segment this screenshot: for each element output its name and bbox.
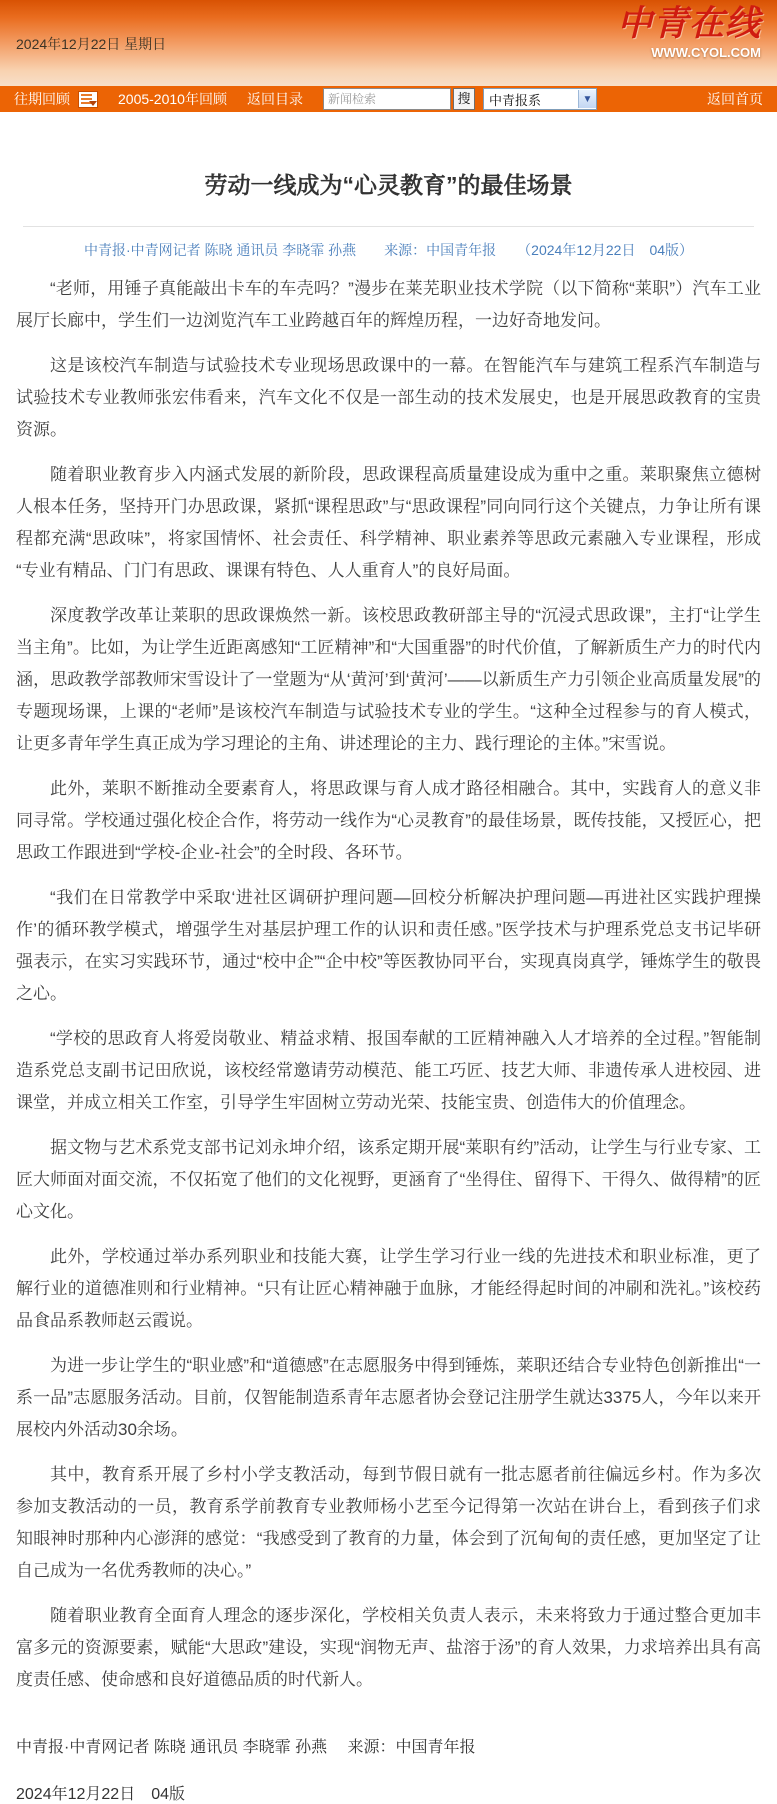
article-paragraph: 据文物与艺术系党支部书记刘永坤介绍，该系定期开展“莱职有约”活动，让学生与行业专家、工匠大师面对面交流，不仅拓宽了他们的文化视野，更涵育了“坐得住、留得下、干得久、做得精”的匠心文化。 [16, 1138, 761, 1221]
search-button[interactable]: 搜 [453, 88, 475, 110]
footer-byline: 中青报·中青网记者 陈晓 通讯员 李晓霏 孙燕 来源：中国青年报 [16, 1739, 476, 1756]
article-byline: 中青报·中青网记者 陈晓 通讯员 李晓霏 孙燕 来源：中国青年报 （2024年12月22日 04版） [83, 242, 694, 258]
site-url: WWW.CYOL.COM [651, 45, 761, 60]
article-paragraph: 随着职业教育全面育人理念的逐步深化，学校相关负责人表示，未来将致力于通过整合更加丰富多元的资源要素，赋能“大思政”建设，实现“润物无声、盐溶于汤”的育人效果，力求培养出具有高度责任感、使命感和良好道德品质的时代新人。 [16, 1606, 761, 1689]
nav-back-toc-link[interactable]: 返回目录 [246, 91, 303, 107]
article-title: 劳动一线成为“心灵教育”的最佳场景 [204, 172, 573, 198]
article-paragraph: “我们在日常教学中采取‘进社区调研护理问题—回校分析解决护理问题—再进社区实践护理操作’的循环教学模式，增强学生对基层护理工作的认识和责任感。”医学技术与护理系党总支书记毕研强表示，在实习实践环节，通过“校中企”“企中校”等医教协同平台，实现真岗真学，锤炼学生的敬畏之心。 [16, 888, 761, 1003]
nav-archive-link[interactable]: 往期回顾 [14, 91, 70, 107]
footer-date: 2024年12月22日 04版 [16, 1786, 185, 1803]
navbar [0, 86, 777, 112]
article-paragraph: 其中，教育系开展了乡村小学支教活动，每到节假日就有一批志愿者前往偏远乡村。作为多次参加支教活动的一员，教育系学前教育专业教师杨小艺至今记得第一次站在讲台上，看到孩子们求知眼神时那种内心澎湃的感觉：“我感受到了教育的力量，体会到了沉甸甸的责任感，更加坚定了让自己成为一名优秀教师的决心。” [16, 1465, 761, 1580]
article-paragraph: 随着职业教育步入内涵式发展的新阶段，思政课程高质量建设成为重中之重。莱职聚焦立德树人根本任务，坚持开门办思政课，紧抓“课程思政”与“思政课程”同向同行这个关键点，力争让所有课程都充满“思政味”，将家国情怀、社会责任、科学精神、职业素养等思政元素融入专业课程，形成“专业有精品、门门有思政、课课有特色、人人重育人”的良好局面。 [16, 465, 761, 580]
chevron-down-icon [89, 101, 97, 106]
logo-calligraphy[interactable]: 中青在线 [616, 3, 761, 44]
publication-select[interactable] [483, 88, 597, 110]
site-logo[interactable] [617, 4, 761, 60]
archive-calendar-icon[interactable] [78, 91, 98, 108]
nav-review-2005-2010-link[interactable]: 2005-2010年回顾 [118, 91, 227, 107]
publication-select-value: 中青报系 [488, 92, 541, 108]
article-paragraph: “学校的思政育人将爱岗敬业、精益求精、报国奉献的工匠精神融入人才培养的全过程。”智能制造系党总支副书记田欣说，该校经常邀请劳动模范、能工巧匠、技艺大师、非遗传承人进校园、进课堂，并成立相关工作室，引导学生牢固树立劳动光荣、技能宝贵、创造伟大的价值理念。 [16, 1029, 761, 1112]
article-paragraph: 深度教学改革让莱职的思政课焕然一新。该校思政教研部主导的“沉浸式思政课”，主打“让学生当主角”。比如，为让学生近距离感知“工匠精神”和“大国重器”的时代价值，了解新质生产力的时代内涵，思政教学部教师宋雪设计了一堂题为“从‘黄河’到‘黄河’——以新质生产力引领企业高质量发展”的专题现场课，上课的“老师”是该校汽车制造与试验技术专业的学生。“这种全过程参与的育人模式，让更多青年学生真正成为学习理论的主角、讲述理论的主力、践行理论的主体。”宋雪说。 [16, 606, 761, 753]
article-container [0, 170, 777, 1804]
article-body [16, 273, 761, 1696]
search-input[interactable] [323, 88, 451, 110]
article-paragraph: “老师，用锤子真能敲出卡车的车壳吗？”漫步在莱芜职业技术学院（以下简称“莱职”）汽车工业展厅长廊中，学生们一边浏览汽车工业跨越百年的辉煌历程，一边好奇地发问。 [16, 279, 761, 330]
chevron-down-icon[interactable]: ▼ [578, 90, 596, 108]
title-divider [23, 226, 754, 227]
article-paragraph: 为进一步让学生的“职业感”和“道德感”在志愿服务中得到锤炼，莱职还结合专业特色创新推出“一系一品”志愿服务活动。目前，仅智能制造系青年志愿者协会登记注册学生就达3375人，今年以来开展校内外活动30余场。 [16, 1356, 761, 1439]
nav-home-link[interactable]: 返回首页 [707, 91, 763, 107]
header-date: 2024年12月22日 星期日 [16, 36, 167, 52]
article-paragraph: 这是该校汽车制造与试验技术专业现场思政课中的一幕。在智能汽车与建筑工程系汽车制造与试验技术专业教师张宏伟看来，汽车文化不仅是一部生动的技术发展史，也是开展思政教育的宝贵资源。 [16, 356, 761, 439]
article-paragraph: 此外，学校通过举办系列职业和技能大赛，让学生学习行业一线的先进技术和职业标准，更了解行业的道德准则和行业精神。“只有让匠心精神融于血脉，才能经得起时间的冲刷和洗礼。”该校药品食品系教师赵云霞说。 [16, 1247, 761, 1330]
article-paragraph: 此外，莱职不断推动全要素育人，将思政课与育人成才路径相融合。其中，实践育人的意义非同寻常。学校通过强化校企合作，将劳动一线作为“心灵教育”的最佳场景，既传技能，又授匠心，把思政工作跟进到“学校-企业-社会”的全时段、各环节。 [16, 779, 761, 862]
page-header [0, 0, 777, 86]
